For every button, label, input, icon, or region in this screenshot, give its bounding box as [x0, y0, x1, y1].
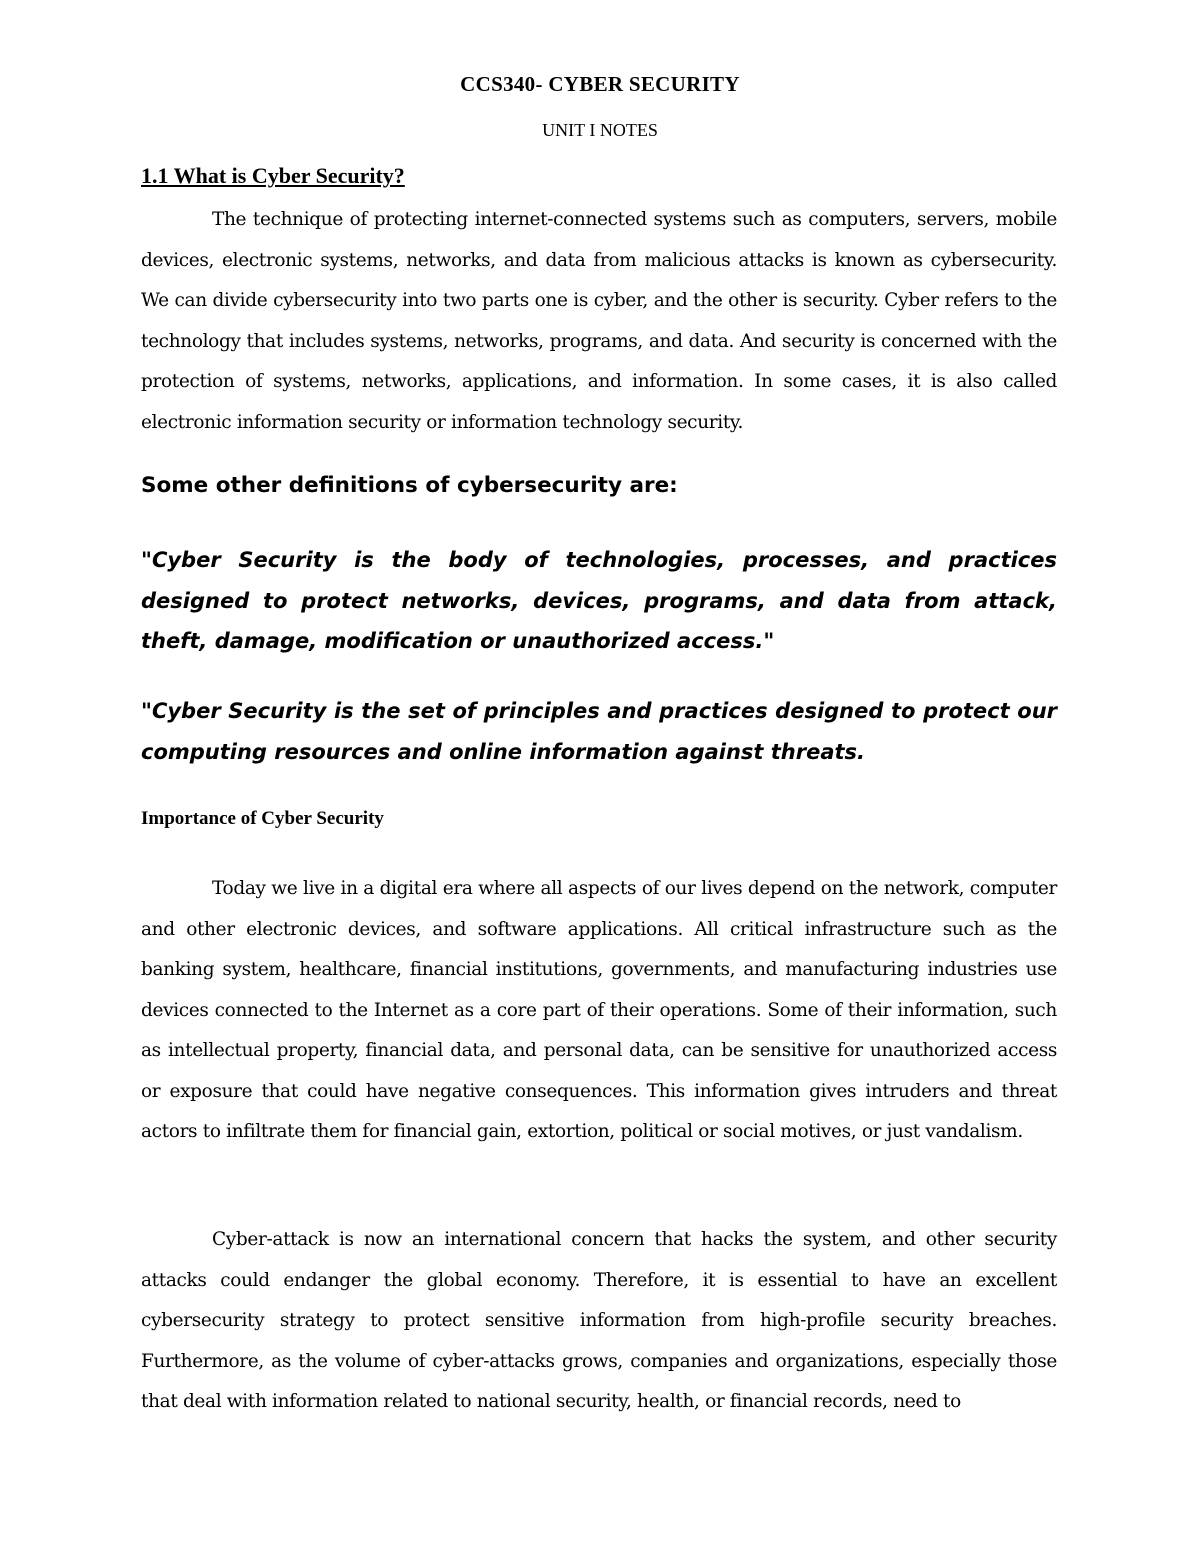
- document-title: CCS340- CYBER SECURITY: [460, 72, 740, 96]
- quote-close-mark: ": [763, 629, 775, 653]
- definition-2-text: Cyber Security is the set of principles and practices designed to protect our computing resources and online information against threats.: [141, 699, 1057, 764]
- definition-quote-1: [141, 540, 1057, 662]
- importance-heading: Importance of Cyber Security: [141, 808, 384, 829]
- importance-paragraph-1: Today we live in a digital era where all aspects of our lives depend on the network, computer and other electronic devices, and software applications. All critical infrastructure such as the banking system, healthcare, financial institutions, governments, and manufacturing industries use devices connected to the Internet as a core part of their operations. Some of their information, such as intellectual property, financial data, and personal data, can be sensitive for unauthorized access or exposure that could have negative consequences. This information gives intruders and threat actors to infiltrate them for financial gain, extortion, political or social motives, or just vandalism.: [141, 878, 1057, 1142]
- quote-open-mark: ": [141, 699, 152, 723]
- document-subtitle: UNIT I NOTES: [542, 120, 658, 140]
- importance-paragraph-2: Cyber-attack is now an international concern that hacks the system, and other security attacks could endanger the global economy. Therefore, it is essential to have an excellent cybersecurity strategy to protect sensitive information from high-profile security breaches. Furthermore, as the volume of cyber-attacks grows, companies and organizations, especially those that deal with information related to national security, health, or financial records, need to: [141, 1229, 1057, 1412]
- section-heading: 1.1 What is Cyber Security?: [141, 163, 405, 188]
- definition-1-text: Cyber Security is the body of technologies, processes, and practices designed to protect networks, devices, programs, and data from attack, theft, damage, modification or unauthorized access.: [141, 548, 1057, 653]
- definitions-heading: Some other definitions of cybersecurity are:: [141, 473, 678, 498]
- intro-paragraph: The technique of protecting internet-connected systems such as computers, servers, mobile devices, electronic systems, networks, and data from malicious attacks is known as cybersecurity. We can divide cybersecurity into two parts one is cyber, and the other is security. Cyber refers to the technology that includes systems, networks, programs, and data. And security is concerned with the protection of systems, networks, applications, and information. In some cases, it is also called electronic information security or information technology security.: [141, 209, 1057, 433]
- quote-open-mark: ": [141, 548, 152, 572]
- definition-quote-2: [141, 691, 1057, 772]
